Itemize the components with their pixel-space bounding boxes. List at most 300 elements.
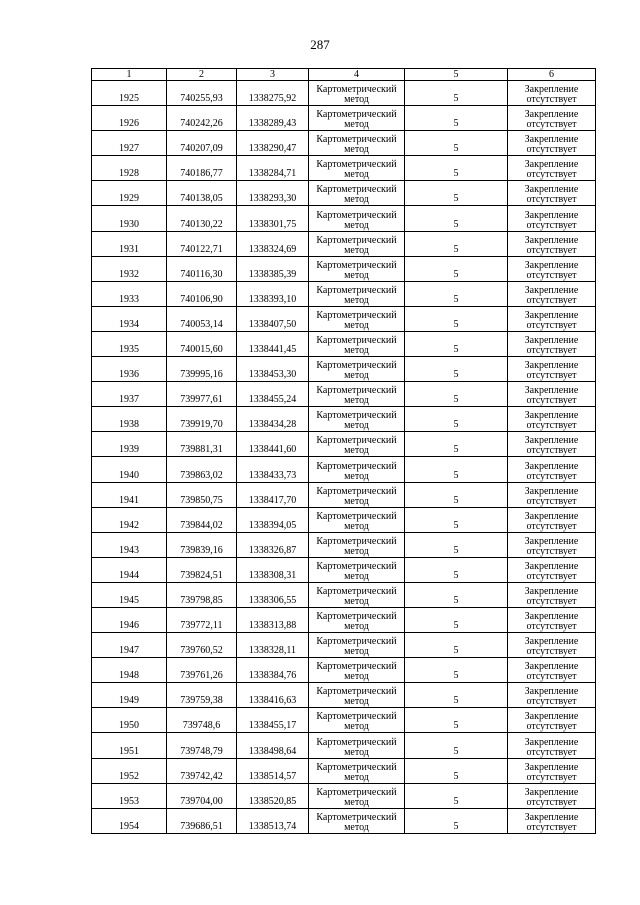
coordinate-x-cell <box>167 457 237 482</box>
coordinate-y-cell <box>237 432 309 457</box>
fixing-text: Закрепление <box>524 661 579 673</box>
fixing-text: отсутствует <box>526 646 577 658</box>
coordinate-x-cell <box>167 633 237 658</box>
coordinate-x-cell <box>167 331 237 356</box>
coordinate-x-cell <box>167 281 237 306</box>
method-text: метод <box>344 169 369 181</box>
accuracy-text: 5 <box>453 444 459 456</box>
fixing-text: Закрепление <box>524 485 579 497</box>
fixing-cell <box>508 507 596 532</box>
method-text: Картометрический <box>316 309 397 321</box>
coordinate-y-cell <box>237 582 309 607</box>
method-text: метод <box>344 119 369 131</box>
point-number-cell-text: 1927 <box>119 143 139 155</box>
coordinate-x-cell <box>167 382 237 407</box>
coordinate-x-cell <box>167 658 237 683</box>
method-text: Картометрический <box>316 259 397 271</box>
coordinate-y-cell <box>237 357 309 382</box>
method-text: Картометрический <box>316 360 397 372</box>
fixing-text: Закрепление <box>524 460 579 472</box>
table-row <box>92 733 596 758</box>
method-cell <box>309 658 405 683</box>
accuracy-text: 5 <box>453 193 459 205</box>
coordinate-x-cell-text: 739919,70 <box>180 419 223 431</box>
coordinate-y-cell <box>237 281 309 306</box>
method-text: метод <box>344 570 369 582</box>
point-number-cell <box>92 106 167 131</box>
table-row <box>92 758 596 783</box>
column-header: 1 <box>92 69 167 81</box>
method-text: метод <box>344 721 369 733</box>
method-text: Картометрический <box>316 209 397 221</box>
point-number-cell <box>92 708 167 733</box>
accuracy-cell <box>405 507 508 532</box>
coordinate-x-cell-text: 740015,60 <box>180 344 223 356</box>
fixing-text: отсутствует <box>526 94 577 106</box>
table-row <box>92 231 596 256</box>
method-text: Картометрический <box>316 786 397 798</box>
coordinate-y-cell-text: 1338433,73 <box>248 469 297 481</box>
point-number-cell <box>92 357 167 382</box>
point-number-cell <box>92 658 167 683</box>
fixing-cell <box>508 231 596 256</box>
accuracy-cell <box>405 231 508 256</box>
coordinate-y-cell <box>237 331 309 356</box>
accuracy-text: 5 <box>453 419 459 431</box>
coordinate-x-cell <box>167 81 237 106</box>
method-text: Картометрический <box>316 109 397 121</box>
table-row <box>92 357 596 382</box>
coordinate-x-cell-text: 739761,26 <box>180 670 223 682</box>
accuracy-cell <box>405 758 508 783</box>
point-number-cell-text: 1945 <box>119 594 139 606</box>
method-text: метод <box>344 244 369 256</box>
method-text: метод <box>344 420 369 432</box>
coordinate-y-cell-text: 1338434,28 <box>248 419 297 431</box>
method-cell <box>309 256 405 281</box>
method-cell <box>309 683 405 708</box>
point-number-cell <box>92 607 167 632</box>
coordinate-x-cell-text: 739704,00 <box>180 795 223 807</box>
coordinate-y-cell-text: 1338513,74 <box>248 820 297 832</box>
fixing-text: отсутствует <box>526 395 577 407</box>
method-text: Картометрический <box>316 284 397 296</box>
point-number-cell-text: 1930 <box>119 218 139 230</box>
coordinate-x-cell-text: 740122,71 <box>180 243 223 255</box>
accuracy-text: 5 <box>453 394 459 406</box>
coordinate-x-cell <box>167 432 237 457</box>
method-text: метод <box>344 370 369 382</box>
coordinate-y-cell-text: 1338453,30 <box>248 369 297 381</box>
fixing-text: Закрепление <box>524 736 579 748</box>
coordinate-x-cell <box>167 131 237 156</box>
method-text: метод <box>344 345 369 357</box>
fixing-text: Закрепление <box>524 636 579 648</box>
point-number-cell-text: 1953 <box>119 795 139 807</box>
coordinate-y-cell-text: 1338441,60 <box>248 444 297 456</box>
method-text: метод <box>344 696 369 708</box>
accuracy-text: 5 <box>453 695 459 707</box>
point-number-cell <box>92 557 167 582</box>
method-text: метод <box>344 796 369 808</box>
coordinate-y-cell-text: 1338455,17 <box>248 720 297 732</box>
column-header: 4 <box>309 69 405 81</box>
coordinate-y-cell-text: 1338520,85 <box>248 795 297 807</box>
fixing-text: Закрепление <box>524 209 579 221</box>
point-number-cell-text: 1934 <box>119 318 139 330</box>
fixing-text: отсутствует <box>526 771 577 783</box>
accuracy-cell <box>405 407 508 432</box>
fixing-cell <box>508 357 596 382</box>
method-text: Картометрический <box>316 485 397 497</box>
coordinate-x-cell <box>167 683 237 708</box>
point-number-cell <box>92 382 167 407</box>
point-number-cell-text: 1932 <box>119 268 139 280</box>
accuracy-text: 5 <box>453 243 459 255</box>
fixing-cell <box>508 81 596 106</box>
coordinate-y-cell-text: 1338301,75 <box>248 218 297 230</box>
coordinate-y-cell-text: 1338393,10 <box>248 293 297 305</box>
column-header: 5 <box>405 69 508 81</box>
coordinate-x-cell-text: 740186,77 <box>180 168 223 180</box>
fixing-text: Закрепление <box>524 159 579 171</box>
fixing-text: Закрепление <box>524 711 579 723</box>
table-row <box>92 457 596 482</box>
point-number-cell-text: 1951 <box>119 745 139 757</box>
coordinate-x-cell <box>167 206 237 231</box>
coordinate-x-cell-text: 739881,31 <box>180 444 223 456</box>
fixing-cell <box>508 206 596 231</box>
point-number-cell-text: 1928 <box>119 168 139 180</box>
method-text: метод <box>344 94 369 106</box>
coordinate-y-cell <box>237 783 309 808</box>
method-text: Картометрический <box>316 460 397 472</box>
method-cell <box>309 733 405 758</box>
coordinate-x-cell-text: 739760,52 <box>180 645 223 657</box>
coordinate-y-cell <box>237 532 309 557</box>
table-row <box>92 783 596 808</box>
accuracy-cell <box>405 683 508 708</box>
coordinate-y-cell <box>237 407 309 432</box>
fixing-cell <box>508 708 596 733</box>
accuracy-text: 5 <box>453 745 459 757</box>
fixing-text: Закрепление <box>524 510 579 522</box>
table-row <box>92 306 596 331</box>
coordinate-y-cell <box>237 306 309 331</box>
fixing-text: Закрепление <box>524 234 579 246</box>
accuracy-text: 5 <box>453 494 459 506</box>
fixing-text: Закрепление <box>524 560 579 572</box>
method-text: метод <box>344 746 369 758</box>
point-number-cell-text: 1946 <box>119 620 139 632</box>
coordinate-x-cell <box>167 156 237 181</box>
accuracy-text: 5 <box>453 544 459 556</box>
coordinate-x-cell <box>167 181 237 206</box>
method-text: метод <box>344 294 369 306</box>
coordinate-y-cell-text: 1338514,57 <box>248 770 297 782</box>
accuracy-cell <box>405 708 508 733</box>
table-row <box>92 156 596 181</box>
method-cell <box>309 557 405 582</box>
method-text: метод <box>344 144 369 156</box>
coordinate-x-cell-text: 740053,14 <box>180 318 223 330</box>
point-number-cell-text: 1935 <box>119 344 139 356</box>
method-text: метод <box>344 621 369 633</box>
coordinate-x-cell-text: 739863,02 <box>180 469 223 481</box>
method-cell <box>309 106 405 131</box>
fixing-cell <box>508 733 596 758</box>
coordinate-y-cell-text: 1338306,55 <box>248 594 297 606</box>
method-text: метод <box>344 771 369 783</box>
table-row <box>92 808 596 833</box>
accuracy-cell <box>405 482 508 507</box>
method-text: метод <box>344 445 369 457</box>
fixing-cell <box>508 607 596 632</box>
accuracy-text: 5 <box>453 369 459 381</box>
fixing-text: отсутствует <box>526 570 577 582</box>
method-text: Картометрический <box>316 159 397 171</box>
method-text: Картометрический <box>316 184 397 196</box>
table-row <box>92 432 596 457</box>
point-number-cell <box>92 231 167 256</box>
coordinate-y-cell-text: 1338284,71 <box>248 168 297 180</box>
point-number-cell-text: 1937 <box>119 394 139 406</box>
method-text: Картометрический <box>316 535 397 547</box>
method-text: Картометрический <box>316 761 397 773</box>
accuracy-text: 5 <box>453 344 459 356</box>
point-number-cell <box>92 81 167 106</box>
accuracy-text: 5 <box>453 670 459 682</box>
fixing-text: Закрепление <box>524 259 579 271</box>
fixing-text: Закрепление <box>524 360 579 372</box>
fixing-text: отсутствует <box>526 470 577 482</box>
point-number-cell <box>92 156 167 181</box>
fixing-text: Закрепление <box>524 410 579 422</box>
coordinate-x-cell <box>167 231 237 256</box>
point-number-cell-text: 1942 <box>119 519 139 531</box>
method-cell <box>309 783 405 808</box>
coordinate-x-cell <box>167 357 237 382</box>
column-header: 2 <box>167 69 237 81</box>
fixing-text: Закрепление <box>524 335 579 347</box>
coordinate-y-cell-text: 1338384,76 <box>248 670 297 682</box>
fixing-text: отсутствует <box>526 545 577 557</box>
table-row <box>92 633 596 658</box>
accuracy-cell <box>405 457 508 482</box>
fixing-text: отсутствует <box>526 721 577 733</box>
coordinate-y-cell <box>237 557 309 582</box>
fixing-text: отсутствует <box>526 445 577 457</box>
fixing-text: Закрепление <box>524 385 579 397</box>
coordinate-x-cell <box>167 482 237 507</box>
coordinate-y-cell-text: 1338385,39 <box>248 268 297 280</box>
point-number-cell <box>92 582 167 607</box>
coordinate-x-cell <box>167 758 237 783</box>
coordinate-y-cell <box>237 106 309 131</box>
fixing-text: Закрепление <box>524 84 579 96</box>
table-row <box>92 557 596 582</box>
coordinates-table <box>91 68 596 834</box>
fixing-text: отсутствует <box>526 370 577 382</box>
accuracy-cell <box>405 808 508 833</box>
point-number-cell <box>92 633 167 658</box>
fixing-cell <box>508 407 596 432</box>
point-number-cell <box>92 432 167 457</box>
fixing-text: Закрепление <box>524 686 579 698</box>
accuracy-cell <box>405 783 508 808</box>
fixing-cell <box>508 457 596 482</box>
table-row <box>92 181 596 206</box>
coordinate-y-cell <box>237 206 309 231</box>
method-text: метод <box>344 495 369 507</box>
fixing-text: Закрепление <box>524 585 579 597</box>
accuracy-text: 5 <box>453 118 459 130</box>
fixing-text: отсутствует <box>526 319 577 331</box>
accuracy-text: 5 <box>453 820 459 832</box>
point-number-cell <box>92 306 167 331</box>
fixing-text: отсутствует <box>526 520 577 532</box>
coordinate-y-cell-text: 1338328,11 <box>248 645 297 657</box>
coordinate-y-cell-text: 1338394,05 <box>248 519 297 531</box>
method-cell <box>309 206 405 231</box>
coordinate-x-cell-text: 739772,11 <box>180 620 223 632</box>
fixing-cell <box>508 783 596 808</box>
fixing-text: отсутствует <box>526 746 577 758</box>
fixing-text: Закрепление <box>524 184 579 196</box>
method-text: Картометрический <box>316 84 397 96</box>
fixing-cell <box>508 331 596 356</box>
coordinate-x-cell-text: 740242,26 <box>180 118 223 130</box>
fixing-cell <box>508 633 596 658</box>
accuracy-cell <box>405 633 508 658</box>
coordinate-y-cell-text: 1338313,88 <box>248 620 297 632</box>
accuracy-cell <box>405 557 508 582</box>
fixing-text: отсутствует <box>526 194 577 206</box>
coordinate-y-cell <box>237 81 309 106</box>
point-number-cell <box>92 206 167 231</box>
method-cell <box>309 482 405 507</box>
coordinate-y-cell-text: 1338324,69 <box>248 243 297 255</box>
accuracy-cell <box>405 357 508 382</box>
method-cell <box>309 81 405 106</box>
fixing-text: отсутствует <box>526 294 577 306</box>
method-text: метод <box>344 319 369 331</box>
table-row <box>92 507 596 532</box>
method-cell <box>309 708 405 733</box>
coordinate-x-cell <box>167 532 237 557</box>
coordinate-y-cell-text: 1338407,50 <box>248 318 297 330</box>
coordinate-x-cell-text: 739824,51 <box>180 569 223 581</box>
method-text: Картометрический <box>316 711 397 723</box>
fixing-text: отсутствует <box>526 796 577 808</box>
point-number-cell <box>92 281 167 306</box>
point-number-cell <box>92 482 167 507</box>
accuracy-text: 5 <box>453 569 459 581</box>
coordinate-y-cell <box>237 683 309 708</box>
method-text: метод <box>344 269 369 281</box>
column-header: 6 <box>508 69 596 81</box>
coordinate-x-cell <box>167 507 237 532</box>
method-text: Картометрический <box>316 585 397 597</box>
coordinate-x-cell <box>167 557 237 582</box>
fixing-text: отсутствует <box>526 169 577 181</box>
fixing-text: Закрепление <box>524 435 579 447</box>
coordinate-y-cell <box>237 633 309 658</box>
coordinate-y-cell-text: 1338289,43 <box>248 118 297 130</box>
coordinate-x-cell-text: 740207,09 <box>180 143 223 155</box>
accuracy-text: 5 <box>453 168 459 180</box>
accuracy-cell <box>405 432 508 457</box>
fixing-text: отсутствует <box>526 821 577 833</box>
method-text: Картометрический <box>316 335 397 347</box>
method-cell <box>309 532 405 557</box>
method-cell <box>309 633 405 658</box>
table-row <box>92 206 596 231</box>
accuracy-text: 5 <box>453 143 459 155</box>
table-row <box>92 131 596 156</box>
fixing-text: Закрепление <box>524 109 579 121</box>
coordinate-x-cell-text: 739748,79 <box>180 745 223 757</box>
coordinate-y-cell <box>237 231 309 256</box>
fixing-cell <box>508 156 596 181</box>
accuracy-cell <box>405 658 508 683</box>
table-row <box>92 582 596 607</box>
accuracy-cell <box>405 131 508 156</box>
coordinate-y-cell <box>237 457 309 482</box>
method-text: Картометрический <box>316 410 397 422</box>
method-cell <box>309 808 405 833</box>
coordinate-y-cell <box>237 181 309 206</box>
method-text: Картометрический <box>316 510 397 522</box>
method-text: Картометрический <box>316 686 397 698</box>
accuracy-text: 5 <box>453 770 459 782</box>
coordinate-x-cell <box>167 783 237 808</box>
coordinate-y-cell <box>237 658 309 683</box>
fixing-text: Закрепление <box>524 786 579 798</box>
point-number-cell <box>92 507 167 532</box>
coordinate-y-cell <box>237 382 309 407</box>
point-number-cell <box>92 181 167 206</box>
method-text: Картометрический <box>316 385 397 397</box>
accuracy-text: 5 <box>453 93 459 105</box>
coordinate-x-cell <box>167 808 237 833</box>
coordinate-x-cell-text: 739748,6 <box>182 720 221 732</box>
point-number-cell-text: 1940 <box>119 469 139 481</box>
fixing-cell <box>508 683 596 708</box>
point-number-cell-text: 1944 <box>119 569 139 581</box>
point-number-cell <box>92 256 167 281</box>
method-text: метод <box>344 671 369 683</box>
fixing-cell <box>508 482 596 507</box>
table-row <box>92 256 596 281</box>
coordinate-y-cell <box>237 256 309 281</box>
table-row <box>92 482 596 507</box>
coordinate-y-cell-text: 1338308,31 <box>248 569 297 581</box>
fixing-text: Закрепление <box>524 535 579 547</box>
method-cell <box>309 131 405 156</box>
coordinate-x-cell <box>167 407 237 432</box>
method-cell <box>309 582 405 607</box>
fixing-text: отсутствует <box>526 269 577 281</box>
fixing-cell <box>508 181 596 206</box>
fixing-text: Закрепление <box>524 284 579 296</box>
coordinate-x-cell-text: 740138,05 <box>180 193 223 205</box>
method-text: метод <box>344 219 369 231</box>
fixing-cell <box>508 281 596 306</box>
point-number-cell <box>92 733 167 758</box>
fixing-cell <box>508 557 596 582</box>
accuracy-text: 5 <box>453 620 459 632</box>
